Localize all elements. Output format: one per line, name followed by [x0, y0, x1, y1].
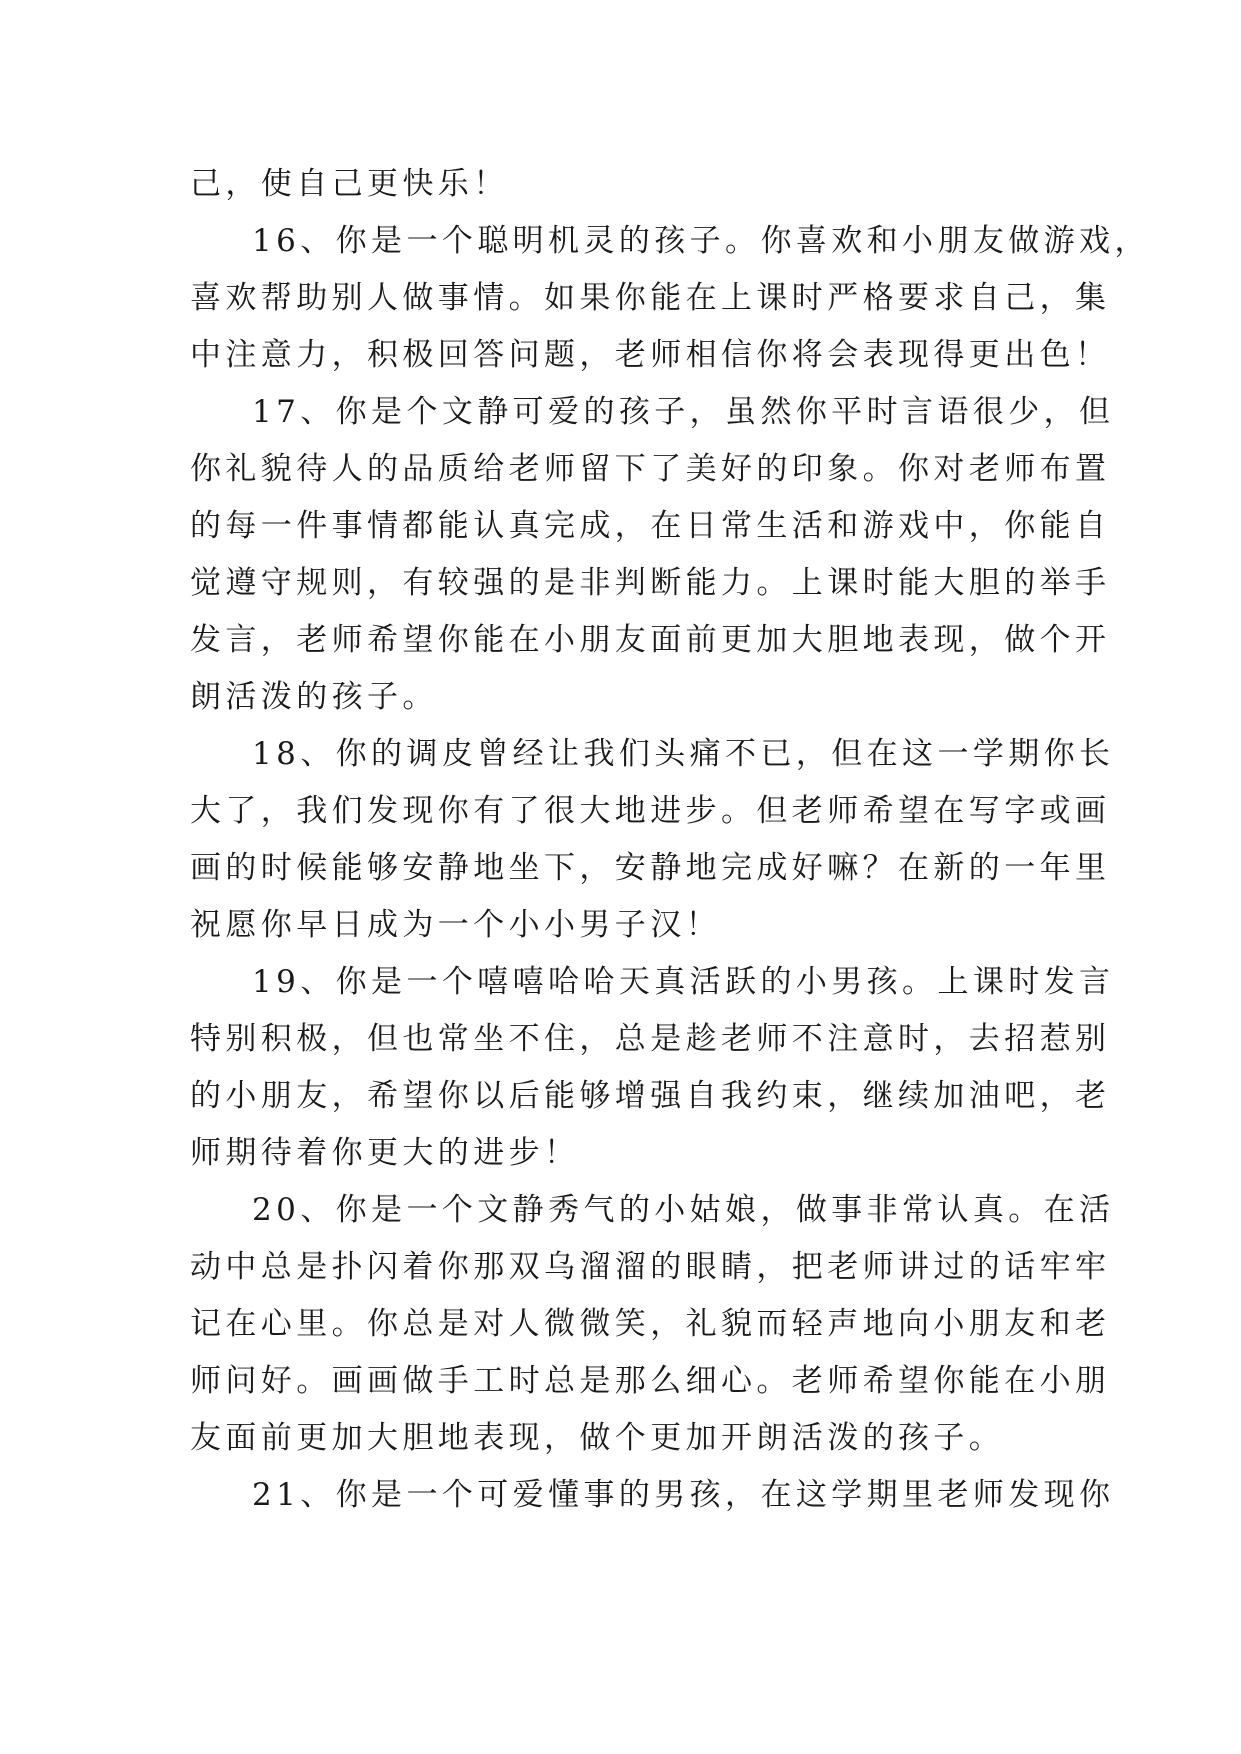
paragraph-start-line: 19、你是一个嘻嘻哈哈天真活跃的小男孩。上课时发言: [252, 964, 1115, 1000]
document-body: [190, 156, 1150, 1524]
paragraph-start-line: 16、你是一个聪明机灵的孩子。你喜欢和小朋友做游戏，: [252, 223, 1150, 259]
text-line: 觉遵守规则，有较强的是非判断能力。上课时能大胆的举手: [190, 565, 1111, 601]
text-line: 动中总是扑闪着你那双乌溜溜的眼睛，把老师讲过的话牢牢: [190, 1249, 1111, 1285]
text-line: 友面前更加大胆地表现，做个更加开朗活泼的孩子。: [190, 1420, 1005, 1456]
text-line: 特别积极，但也常坐不住，总是趁老师不注意时，去招惹别: [190, 1021, 1111, 1057]
text-line: 你礼貌待人的品质给老师留下了美好的印象。你对老师布置: [190, 451, 1111, 487]
text-line: 记在心里。你总是对人微微笑，礼貌而轻声地向小朋友和老: [190, 1306, 1111, 1342]
text-line: 喜欢帮助别人做事情。如果你能在上课时严格要求自己，集: [190, 280, 1111, 316]
text-line: 祝愿你早日成为一个小小男子汉！: [190, 907, 721, 943]
text-line: 发言，老师希望你能在小朋友面前更加大胆地表现，做个开: [190, 622, 1111, 658]
text-line: 画的时候能够安静地坐下，安静地完成好嘛？在新的一年里: [190, 850, 1111, 886]
paragraph-start-line: 21、你是一个可爱懂事的男孩，在这学期里老师发现你: [252, 1477, 1115, 1513]
text-line: 师期待着你更大的进步！: [190, 1135, 580, 1171]
text-line: 师问好。画画做手工时总是那么细心。老师希望你能在小朋: [190, 1363, 1111, 1399]
text-line: 中注意力，积极回答问题，老师相信你将会表现得更出色！: [190, 337, 1111, 373]
text-line: 的每一件事情都能认真完成，在日常生活和游戏中，你能自: [190, 508, 1111, 544]
paragraph-start-line: 18、你的调皮曾经让我们头痛不已，但在这一学期你长: [252, 736, 1115, 772]
paragraph-start-line: 20、你是一个文静秀气的小姑娘，做事非常认真。在活: [252, 1192, 1115, 1228]
text-line: 的小朋友，希望你以后能够增强自我约束，继续加油吧，老: [190, 1078, 1111, 1114]
paragraph-start-line: 17、你是个文静可爱的孩子，虽然你平时言语很少，但: [252, 394, 1115, 430]
text-line: 朗活泼的孩子。: [190, 679, 438, 715]
text-line: 己，使自己更快乐！: [190, 166, 509, 202]
text-line: 大了，我们发现你有了很大地进步。但老师希望在写字或画: [190, 793, 1111, 829]
